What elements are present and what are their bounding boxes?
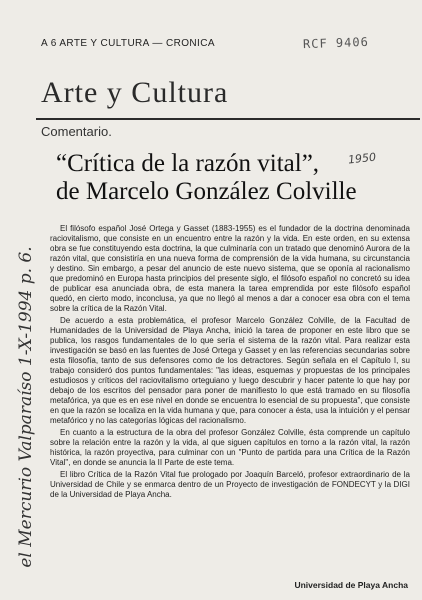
article-body [50, 224, 410, 500]
section-divider [36, 118, 420, 120]
author-credit: Universidad de Playa Ancha [294, 580, 408, 590]
handwritten-year: 1950 [347, 150, 377, 167]
header-category: CRONICA [165, 38, 215, 49]
body-paragraph: El filósofo español José Ortega y Gasset (1883-1955) es el fundador de la doctrina denominada raciovitalismo, que consiste en un encuentro entre la razón y la vida. En este orden, en su extensa obra se fue constituyendo esta doctrina, la que culminaría con un tratado que denominó Aurora de la razón vital, que consistiría en una nueva forma de comprensión de la vida humana, su circunstancia y destino. Sin embargo, a pesar del anuncio de este nuevo sistema, que se oponía al racionalismo que predominó en Europa hasta principios del presente siglo, el filósofo español no concretó su idea de publicar esa anunciada obra, de esta manera la tarea emprendida por este filósofo español quedó, en cierto modo, inconclusa, ya que no llegó al menos a dar a conocer esa obra con el tema sobre la crítica de la Razón Vital. [50, 224, 410, 313]
rubric-label: Comentario. [41, 124, 112, 139]
archive-stamp: RCF 9406 [302, 34, 370, 52]
handwritten-source-note [14, 222, 38, 592]
body-paragraph: En cuanto a la estructura de la obra del profesor González Colville, ésta comprende un capítulo sobre la relación entre la razón y la vida, al que siguen capítulos en torno a la razón vital, la razón histórica, la razón proyectiva, para culminar con un "Punto de partida para una Crítica de la Razón Vital", en donde se anuncia la II Parte de este tema. [50, 428, 410, 467]
body-paragraph: El libro Crítica de la Razón Vital fue prologado por Joaquín Barceló, profesor extraordinario de la Universidad de Chile y se enmarca dentro de un Proyecto de investigación de FONDECYT y la DIGI de la Universidad de Playa Ancha. [50, 470, 410, 499]
header-section: ARTE Y CULTURA [59, 38, 150, 49]
article-headline [56, 150, 416, 206]
page-header [41, 38, 215, 49]
page-number: A 6 [41, 38, 57, 49]
handwritten-source-text: el Mercurio Valparaíso 1-X-1994 p. 6. [16, 246, 36, 568]
headline-line-1: “Crítica de la razón vital”, [56, 150, 320, 177]
header-separator: — [152, 38, 163, 49]
headline-line-2: de Marcelo González Colville [56, 178, 357, 205]
section-title: Arte y Cultura [41, 76, 229, 109]
body-paragraph: De acuerdo a esta problemática, el profesor Marcelo González Colville, de la Facultad de Humanidades de la Universidad de Playa Ancha, inició la tarea de proponer en este libro que se publica, los rasgos fundamentales de lo que sería el sistema de la razón vital. Para realizar esta investigación se basó en las fuentes de José Ortega y Gasset y en las referencias secundarias sobre esta filosofía, tanto de sus defensores como de los detractores. Según señala en el Capítulo I, su trabajo consideró dos puntos fundamentales: "las ideas, esquemas y propuestas de los principales estudiosos y críticos del raciovitalismo orteguiano y luego descubrir y hacer patente lo que hay por debajo de los escritos del pensador para poner de manifiesto lo que está tramado en su filosofía metafórica, ya que es en ese nivel en donde se encuentra lo esencial de su propuesta", que consiste en que la razón se localiza en la vida humana y que, para conocer a ésta, usa la intuición y el pensar metafórico y no las categorías lógicas del racionalismo. [50, 316, 410, 425]
